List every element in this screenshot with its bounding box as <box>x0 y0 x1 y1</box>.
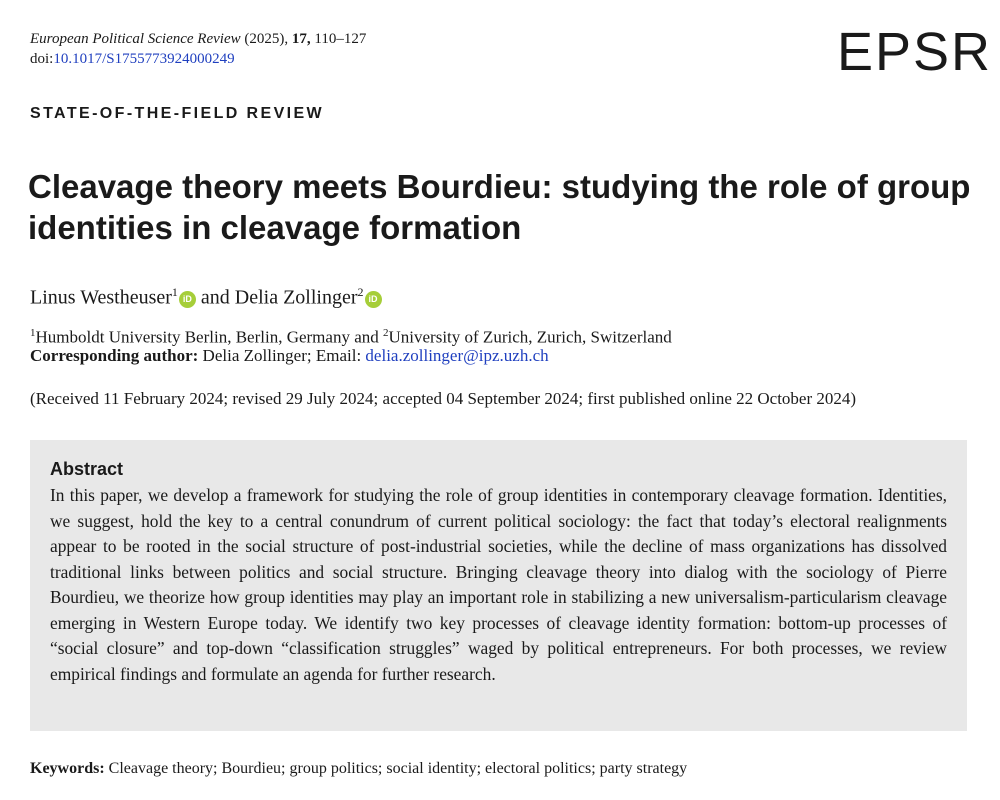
journal-pages: 110–127 <box>314 31 367 47</box>
journal-year: (2025), <box>244 31 289 47</box>
keywords-value: Cleavage theory; Bourdieu; group politics; social identity; electoral politics; party strategy <box>108 760 688 777</box>
journal-name: European Political Science Review <box>30 31 241 47</box>
orcid-icon[interactable]: iD <box>365 291 382 308</box>
affil-marker: 1 <box>30 327 36 339</box>
article-title: Cleavage theory meets Bourdieu: studying the role of group identities in cleavage formation <box>28 168 971 246</box>
doi-label: doi: <box>30 51 54 67</box>
doi-line <box>30 49 235 69</box>
abstract-heading: Abstract <box>50 459 124 479</box>
corresponding-label: Corresponding author: <box>30 346 199 365</box>
author-list <box>30 279 382 311</box>
author-affil-marker: 1 <box>171 285 178 299</box>
author-joiner: and <box>200 286 230 309</box>
doi-link[interactable]: 10.1017/S1755773924000249 <box>53 51 235 67</box>
affil-joiner: and <box>354 327 379 347</box>
orcid-icon[interactable]: iD <box>179 291 196 308</box>
affiliation-text: Humboldt University Berlin, Berlin, Germany <box>35 327 350 347</box>
keywords-label: Keywords: <box>30 760 105 777</box>
author-name: Linus Westheuser <box>30 286 172 309</box>
corresponding-name: Delia Zollinger; Email: <box>202 346 362 365</box>
affil-marker: 2 <box>383 327 389 339</box>
corresponding-author <box>30 345 549 367</box>
journal-volume: 17, <box>291 31 311 47</box>
section-label: STATE-OF-THE-FIELD REVIEW <box>30 105 325 122</box>
journal-citation <box>30 29 366 49</box>
keywords <box>30 759 687 779</box>
abstract-box <box>30 440 967 731</box>
author-affil-marker: 2 <box>357 285 364 299</box>
email-link[interactable]: delia.zollinger@ipz.uzh.ch <box>365 346 549 365</box>
publication-history: (Received 11 February 2024; revised 29 July 2024; accepted 04 September 2024; first published online 22 October 2024) <box>30 389 857 408</box>
journal-logo: EPSR <box>837 22 993 82</box>
author-name: Delia Zollinger <box>234 286 358 309</box>
affiliation-text: University of Zurich, Zurich, Switzerland <box>388 327 672 347</box>
abstract-text: In this paper, we develop a framework for studying the role of group identities in contemporary cleavage formation. Identities, we suggest, hold the key to a central conundrum of current political sociology: the fact that today’s electoral realignments appear to be rooted in the social structure of post-industrial societies, while the decline of mass organizations has dissolved traditional links between politics and social structure. Bringing cleavage theory into dialog with the sociology of Pierre Bourdieu, we theorize how group identities may play an important role in stabilizing a new universalism-particularism cleavage emerging in Western Europe today. We identify two key processes of cleavage identity formation: bottom-up processes of “social closure” and top-down “classification struggles” waged by political entrepreneurs. For both processes, we review empirical findings and formulate an agenda for further research. <box>50 485 947 684</box>
